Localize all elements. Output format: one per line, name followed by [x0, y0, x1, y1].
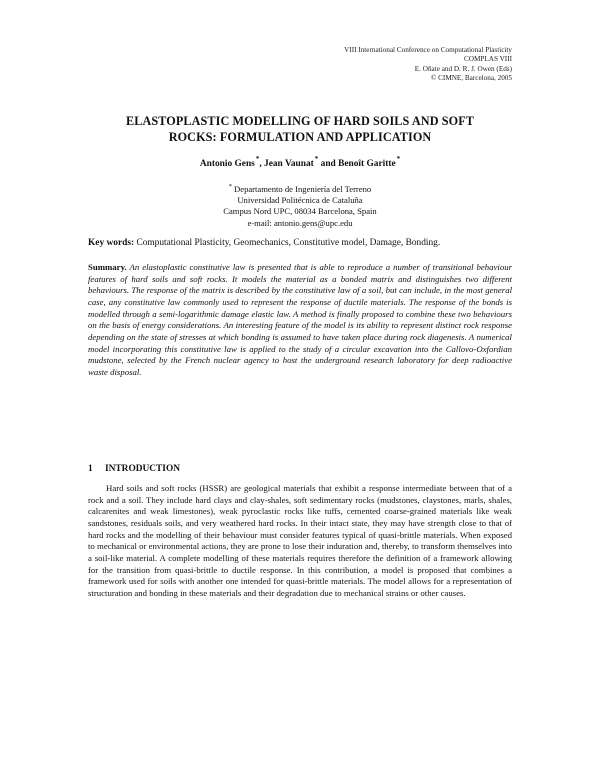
summary-text: An elastoplastic constitutive law is presented that is able to reproduce a number of transitional behaviour features of hard soils and soft rocks. It models the material as a bonded matrix and distinguishes two different behaviours. The response of the matrix is described by the constitutive law of a soil, but can include, in the most general case, any constitutive law commonly used to represent the response of ductile materials. The response of the bonds is modelled through a semi-logarithmic damage elastic law. A method is finally proposed to combine these two behaviours on the basis of energy considerations. An interesting feature of the model is its ability to represent distinct rock response depending on the state of stresses at which bonding is assumed to have taken place during rock diagenesis. A numerical model incorporating this constitutive law is applied to the study of a circular excavation into the Callovo-Oxfordian mudstone, selected by the French nuclear agency to host the underground research laboratory for deep radioactive waste disposal. [88, 262, 512, 377]
affiliation-mark: * [228, 183, 233, 190]
author-separator: and [318, 159, 339, 169]
conference-editors: E. Oñate and D. R. J. Owen (Eds) [414, 64, 512, 73]
author-name: Benoît Garitte [338, 159, 396, 169]
affiliation-email: e-mail: antonio.gens@upc.edu [247, 217, 353, 228]
affiliation-department: Departamento de Ingeniería del Terreno [234, 184, 372, 194]
author-separator: , [259, 159, 265, 169]
author-name: Jean Vaunat [264, 159, 314, 169]
title-line-2: ROCKS: FORMULATION AND APPLICATION [168, 130, 432, 144]
introduction-paragraph: Hard soils and soft rocks (HSSR) are geological materials that exhibit a response intermediate between that of a rock and a soil. They include hard clays and clay-shales, soft sedimentary rocks (mudstones, claystones, marls, shales, calcarenites and weak limestones), weak pyroclastic rocks like tuffs, cemented coarse-grained materials like weak sandstones, residuals soils, and very weathered hard rocks. In their intact state, they may have strength close to that of hard rocks and the modelling of their behaviour must consider features typical of quasi-brittle materials. When exposed to mechanical or environmental actions, they are prone to lose their induration and, thereby, to transform themselves into a soil-like material. A complete modelling of these materials requires therefore the definition of a framework allowing for the transition from quasi-brittle to ductile response. In this contribution, a model is proposed that combines a framework used for soils with another one intended for quasi-brittle materials. The model allows for a representation of structuration and bonding in these materials and their degradation due to mechanical strains or other causes. [88, 483, 512, 598]
author-affiliation-mark: * [314, 155, 319, 163]
keywords-label: Key words: [88, 238, 135, 248]
keywords-text: Computational Plasticity, Geomechanics, Constitutive model, Damage, Bonding. [134, 238, 441, 248]
author-affiliation-mark: * [396, 155, 401, 163]
affiliation-address: Campus Nord UPC, 08034 Barcelona, Spain [223, 206, 377, 217]
summary-paragraph [88, 262, 512, 379]
affiliation-block [60, 181, 540, 229]
author-name: Antonio Gens [199, 159, 255, 169]
summary-label: Summary. [88, 262, 127, 272]
title-line-1: ELASTOPLASTIC MODELLING OF HARD SOILS AND SOFT [126, 114, 474, 128]
conference-header [344, 46, 512, 84]
conference-copyright: © CIMNE, Barcelona, 2005 [430, 74, 512, 83]
affiliation-university: Universidad Politécnica de Cataluña [237, 195, 363, 206]
conference-acronym: COMPLAS VIII [464, 55, 512, 64]
section-title: INTRODUCTION [105, 464, 181, 474]
author-affiliation-mark: * [255, 155, 260, 163]
author-list [60, 155, 540, 169]
keywords [88, 237, 518, 249]
conference-name: VIII International Conference on Computational Plasticity [344, 46, 512, 54]
section-heading [88, 464, 180, 474]
paper-title [60, 113, 540, 145]
section-number: 1 [88, 464, 93, 474]
